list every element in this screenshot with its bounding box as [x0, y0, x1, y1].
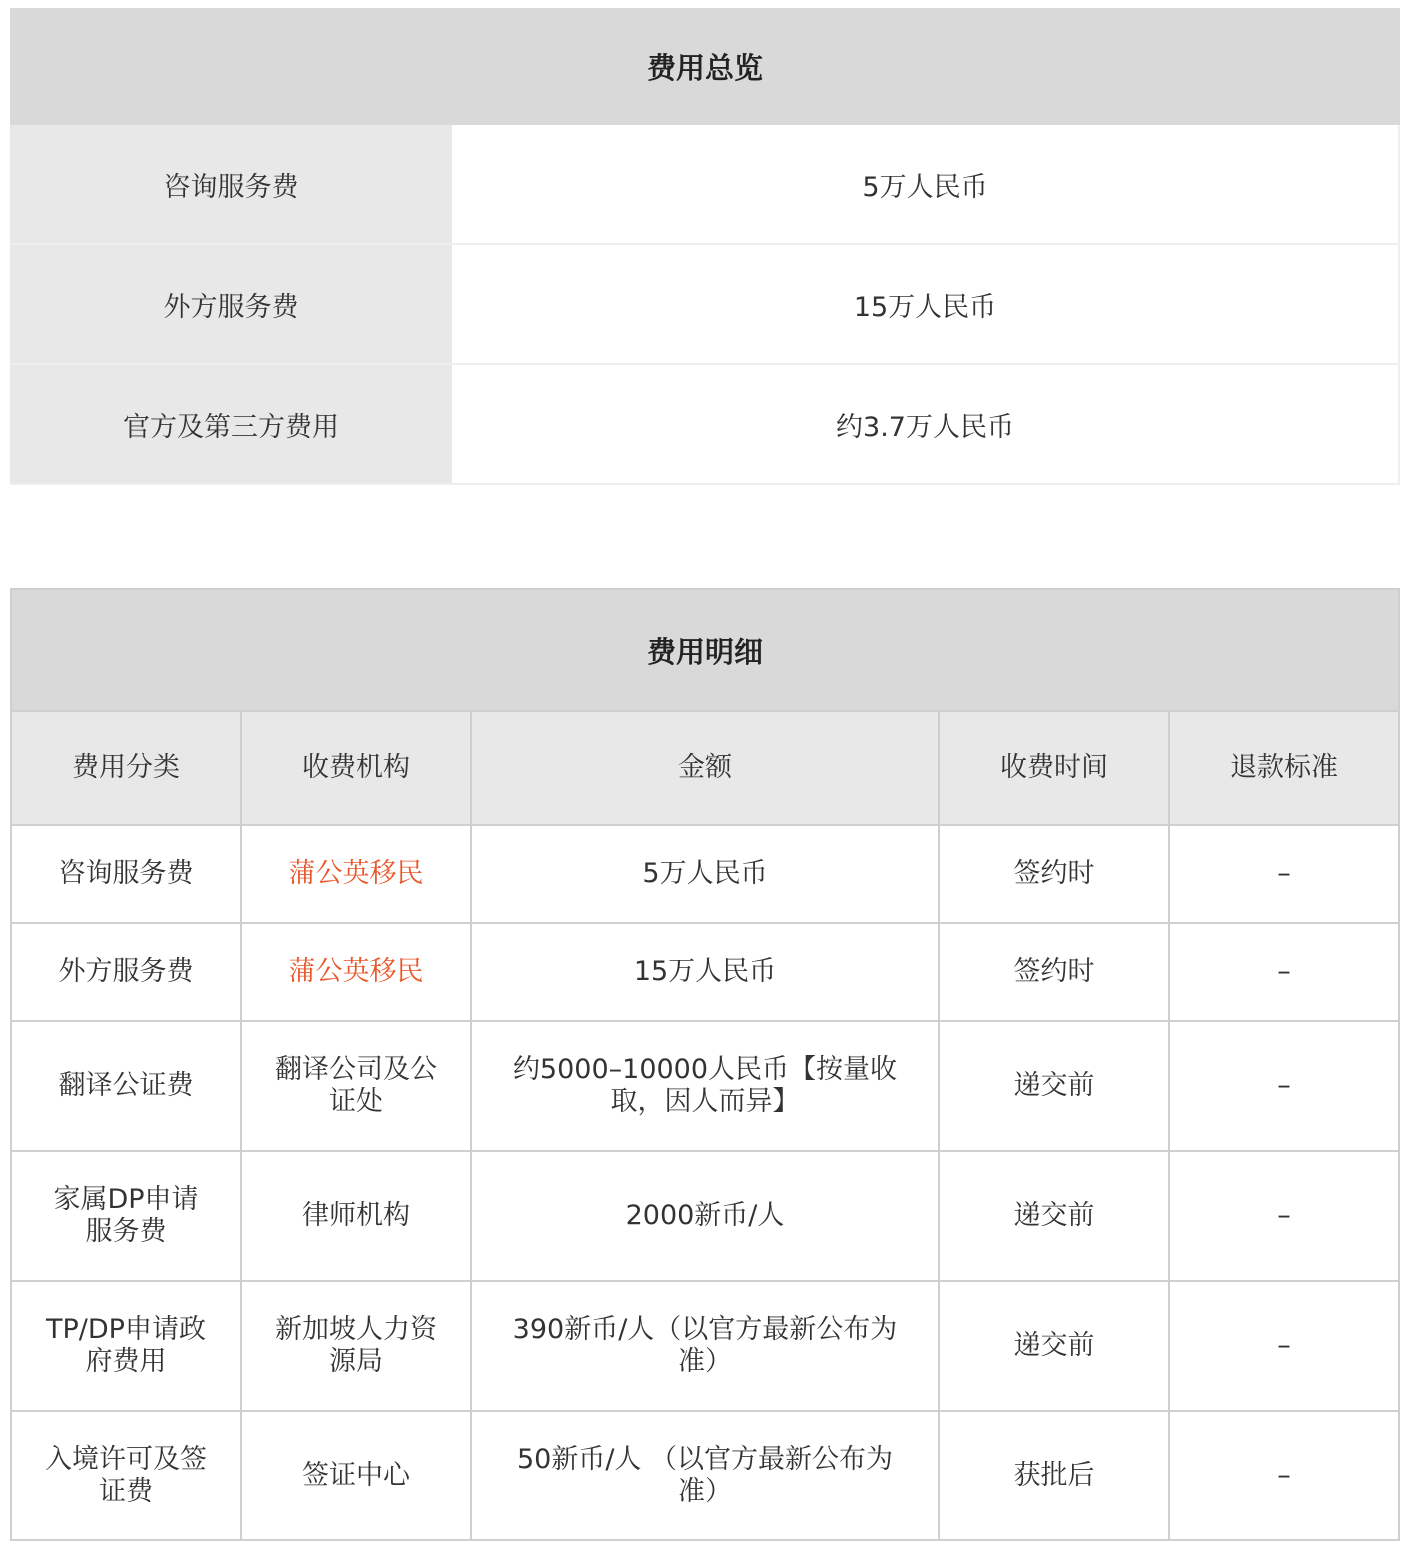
cell-time: 递交前	[939, 1021, 1169, 1151]
cell-amount: 5万人民币	[471, 825, 939, 923]
cell-agency: 律师机构	[241, 1151, 471, 1281]
overview-label: 外方服务费	[10, 245, 452, 363]
fee-detail-table	[10, 588, 1400, 1541]
overview-label: 官方及第三方费用	[10, 365, 452, 483]
overview-value: 5万人民币	[452, 125, 1400, 243]
cell-amount: 50新币/人 （以官方最新公布为准）	[471, 1411, 939, 1539]
header-refund: 退款标准	[1169, 712, 1398, 825]
cell-category: TP/DP申请政府费用	[12, 1281, 241, 1411]
cell-agency: 新加坡人力资源局	[241, 1281, 471, 1411]
table-row	[12, 1411, 1398, 1539]
cell-refund: –	[1169, 825, 1398, 923]
header-category: 费用分类	[12, 712, 241, 825]
cell-time: 签约时	[939, 923, 1169, 1021]
overview-value: 约3.7万人民币	[452, 365, 1400, 483]
cell-time: 递交前	[939, 1151, 1169, 1281]
cell-refund: –	[1169, 1281, 1398, 1411]
cell-agency-link[interactable]: 蒲公英移民	[241, 825, 471, 923]
cell-agency-link[interactable]: 蒲公英移民	[241, 923, 471, 1021]
cell-agency: 翻译公司及公证处	[241, 1021, 471, 1151]
cell-refund: –	[1169, 1021, 1398, 1151]
cell-time: 获批后	[939, 1411, 1169, 1539]
overview-row	[10, 245, 1400, 365]
cell-agency: 签证中心	[241, 1411, 471, 1539]
cell-refund: –	[1169, 1411, 1398, 1539]
cell-amount: 约5000–10000人民币【按量收取，因人而异】	[471, 1021, 939, 1151]
cell-category: 家属DP申请服务费	[12, 1151, 241, 1281]
table-row	[12, 1021, 1398, 1151]
cell-time: 递交前	[939, 1281, 1169, 1411]
fee-detail-grid	[12, 712, 1398, 1539]
table-row	[12, 825, 1398, 923]
header-amount: 金额	[471, 712, 939, 825]
overview-value: 15万人民币	[452, 245, 1400, 363]
cell-amount: 2000新币/人	[471, 1151, 939, 1281]
cell-amount: 390新币/人（以官方最新公布为准）	[471, 1281, 939, 1411]
cell-category: 外方服务费	[12, 923, 241, 1021]
header-agency: 收费机构	[241, 712, 471, 825]
cell-time: 签约时	[939, 825, 1169, 923]
overview-label: 咨询服务费	[10, 125, 452, 243]
fee-detail-title: 费用明细	[12, 590, 1398, 712]
fee-overview-title: 费用总览	[10, 8, 1400, 125]
cell-category: 入境许可及签证费	[12, 1411, 241, 1539]
table-row	[12, 923, 1398, 1021]
table-row	[12, 1151, 1398, 1281]
overview-row	[10, 125, 1400, 245]
table-header-row	[12, 712, 1398, 825]
overview-row	[10, 365, 1400, 485]
cell-refund: –	[1169, 1151, 1398, 1281]
table-row	[12, 1281, 1398, 1411]
cell-category: 咨询服务费	[12, 825, 241, 923]
cell-category: 翻译公证费	[12, 1021, 241, 1151]
cell-amount: 15万人民币	[471, 923, 939, 1021]
cell-refund: –	[1169, 923, 1398, 1021]
fee-overview-table	[10, 8, 1400, 485]
header-time: 收费时间	[939, 712, 1169, 825]
